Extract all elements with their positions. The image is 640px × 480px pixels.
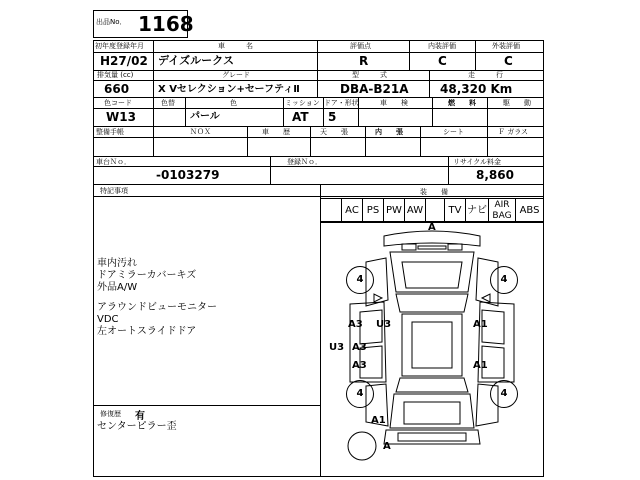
equip-aw: AW (404, 198, 426, 222)
equip-ps: PS (362, 198, 384, 222)
car-name: デイズルークス (158, 54, 235, 67)
doors: 5 (328, 110, 337, 124)
damage-mark-a3-left-pillar: A3 (352, 342, 367, 353)
exterior-eval-label: 外装評価 (492, 42, 520, 50)
year-label: 初年度登録年月 (95, 42, 144, 50)
damage-mark-a3-left-rear-door: A3 (352, 360, 367, 371)
model-code: DBA-B21A (340, 82, 409, 96)
grade-label: グレード (222, 71, 250, 79)
chassis-label: 車台Ｎｏ． (96, 158, 131, 166)
note-line-7: 左オートスライドドア (97, 326, 197, 337)
chassis-number: -0103279 (156, 168, 220, 182)
damage-mark-a1-rear-left: A1 (371, 415, 386, 426)
interior-eval-label: 内装評価 (428, 42, 456, 50)
equip-airbag: AIR BAG (488, 198, 516, 222)
equip-cell-1 (320, 198, 342, 222)
model-label: 型 式 (352, 71, 387, 79)
grade: X Vセレクション+セーフティⅡ (158, 84, 300, 95)
damage-mark-front-bumper: A (428, 222, 436, 233)
note-line-1: 車内汚れ (97, 258, 137, 269)
tire-front-left: 4 (346, 266, 374, 294)
notes-label: 特記事項 (100, 187, 128, 195)
damage-mark-u3-left-front-door: U3 (376, 319, 392, 330)
mileage: 48,320 Km (440, 82, 513, 96)
mission-label: ミッション (285, 99, 320, 107)
seat-label: シート (443, 128, 464, 136)
registration-year: H27/02 (100, 54, 148, 68)
repair-value: 有 (135, 411, 145, 422)
equip-abs: ABS (515, 198, 544, 222)
equip-tv: TV (444, 198, 466, 222)
interior-upholstery-label: 内 張 (375, 128, 403, 136)
history-label: 車 歴 (262, 128, 290, 136)
score-label: 評価点 (350, 42, 371, 50)
registration-no-label: 登録Ｎｏ． (287, 158, 322, 166)
lot-number: 1168 (138, 12, 194, 36)
damage-mark-u3-left-pillar: U3 (329, 342, 345, 353)
fuel-label: 燃 料 (448, 99, 476, 107)
equip-ac: AC (341, 198, 363, 222)
interior-eval: C (438, 54, 447, 68)
repair-detail: センターピラー歪 (97, 421, 177, 432)
color-label: 色 (230, 99, 237, 107)
equip-navi: ナビ (465, 198, 489, 222)
damage-mark-a3-left-front-door: A3 (348, 319, 363, 330)
damage-mark-a1-right-rear-door: A1 (473, 360, 488, 371)
displacement: 660 (104, 82, 130, 96)
tire-rear-left: 4 (346, 380, 374, 408)
note-line-2: ドアミラーカバーキズ (97, 270, 197, 281)
manual-label: 整備手帳 (96, 128, 124, 136)
mission: AT (292, 110, 309, 124)
doors-label: ドア・形状 (324, 99, 359, 107)
roof-label: 天 張 (320, 128, 348, 136)
cc-label: 排気量 (cc) (97, 71, 134, 79)
color-code: W13 (106, 110, 136, 124)
mileage-label: 走 行 (468, 71, 503, 79)
color-code-label: 色コード (104, 99, 132, 107)
equip-pw: PW (383, 198, 405, 222)
equipment-label: 装 備 (420, 188, 448, 196)
auction-score: R (359, 54, 369, 68)
nox-label: ＮＯＸ (190, 128, 211, 136)
color-change-label: 色替 (161, 99, 175, 107)
note-line-3: 外品A/W (97, 282, 138, 293)
inspection-label: 車 検 (380, 99, 408, 107)
note-line-6: VDC (97, 314, 119, 325)
color: パール (190, 111, 220, 122)
damage-mark-a1-right-front-door: A1 (473, 319, 488, 330)
exterior-eval: C (504, 54, 513, 68)
glass-label: Ｆ ガラス (498, 128, 529, 136)
recycle-fee: 8,860 (476, 168, 514, 182)
damage-mark-rear-spare: A (383, 441, 391, 452)
tire-rear-right: 4 (490, 380, 518, 408)
equip-blank (425, 198, 445, 222)
drive-label: 駆 動 (503, 99, 531, 107)
tire-front-right: 4 (490, 266, 518, 294)
repair-label: 修復歴 (100, 410, 121, 418)
name-label: 車 名 (218, 42, 253, 50)
note-line-5: アラウンドビューモニター (97, 302, 217, 313)
recycle-label: リサイクル料金 (453, 158, 502, 166)
lot-label: 出品No． (96, 18, 127, 26)
